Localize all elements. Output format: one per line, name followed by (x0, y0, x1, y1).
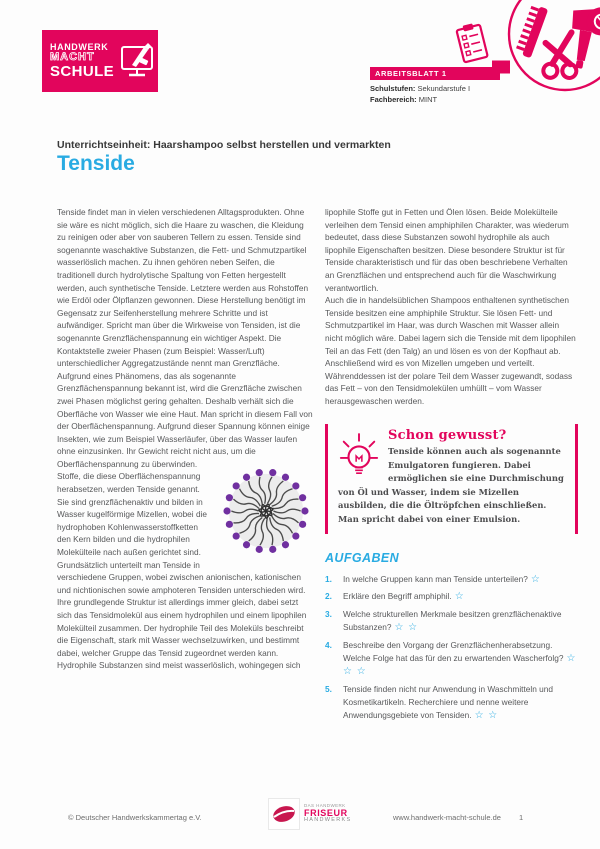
arbeitsblatt-banner: ARBEITSBLATT 1 (370, 67, 500, 80)
paragraph: Auch die in handelsüblichen Shampoos enthaltenen synthetischen Tenside besitzen eine amphiphile Struktur. Sie lösen Fett- und Schmutzpartikel im Haar, was durch Waschen mit Wasser allein nicht möglich wäre. Dabei lagern sich die Tenside mit dem lipophilen Teil an das Fett (den Talg) an und lösen es von der Kopfhaut ab. Anschließend wird es von Mizellen umgeben und verteilt. Währenddessen ist der polare Teil dem Wasser zugewandt, sodass das Fett – von den Tensidmolekülen umhüllt – vom Wasser herausgewaschen werden. (325, 295, 576, 406)
logo-line-handwerk: HANDWERK (50, 42, 109, 53)
friseur-logo-mark (268, 798, 300, 830)
task-list (325, 573, 578, 723)
task-item-4 (325, 639, 578, 679)
school-levels-value: Sekundarstufe I (417, 84, 471, 93)
page-title: Tenside (57, 152, 135, 175)
lips-swoosh-icon (271, 801, 297, 827)
difficulty-stars: ☆ ☆ (394, 622, 419, 634)
task-number: 4. (325, 639, 332, 650)
hairdresser-tools-badge (492, 0, 600, 106)
task-item-3 (325, 608, 578, 635)
subject-area (370, 94, 470, 105)
task-item-1 (325, 573, 578, 587)
task-text: In welche Gruppen kann man Tenside unterteilen? ☆ (343, 573, 541, 585)
task-text: Erkläre den Begriff amphiphil. ☆ (343, 591, 465, 603)
logo-main-line: FRISEUR (304, 807, 348, 818)
difficulty-stars: ☆ (530, 573, 541, 585)
logo-wordmark (50, 43, 114, 79)
paragraph: Stoffe, die diese Oberflächenspannung herabsetzen, werden Tenside genannt. Sie sind grenzflächenaktiv und bilden in Wasser kugelförmige Mizellen, wobei die hydrophoben Kohlenwasserstoffketten den Kern bilden und die hydrophilen Molekülteile nach außen gerichtet sind. (57, 471, 208, 558)
logo-bottom-line: HANDWERKS (304, 817, 352, 824)
school-levels-label: Schulstufen: (370, 84, 416, 93)
paragraph: lipophile Stoffe gut in Fetten und Ölen lösen. Beide Molekülteile verleihen dem Tensid einen amphiphilen Charakter, was wiederum bedeutet, dass diese Substanzen sowohl hydrophile als auch lipophile Eigenschaften besitzen. Diese besondere Struktur ist für Tenside charakteristisch und für das oben beschriebene Verhalten an Grenzflächen und entsprechend auch für die Waschwirkung verantwortlich. (325, 207, 569, 293)
micelle-illustration (219, 464, 313, 558)
task-number: 5. (325, 684, 332, 695)
paragraph-with-figure (57, 470, 313, 558)
tasks-heading: AUFGABEN (325, 551, 400, 566)
worksheet-meta (370, 83, 470, 105)
paragraph: Tenside findet man in vielen verschiedenen Alltagsprodukten. Ohne sie wäre es nicht möglich, sich die Haare zu waschen, die Kleidung zu reinigen oder aber von sauberen Tellern zu essen. Tenside sind sogenannte waschaktive Substanzen, die Fett- und Schmutzpartikel wasserlöslich machen. Zu ihnen gehören neben Seifen, die traditionell durch hydrolytische Spaltung von Fetten hergestellt werden, auch synthetische Tenside. Letztere werden aus Rohstoffen wie Erdöl oder Ölpflanzen gewonnen. Diese Herstellung benötigt im Gegensatz zur Seifenherstellung mehrere Schritte und ist aufwändiger. Spricht man über die Wirkweise von Tensiden, ist die sogenannte Grenzflächenspannung ein wichtiger Aspekt. Die Kontaktstelle zweier Phasen (zum Beispiel: Wasser/Luft) unterschiedlicher Aggregatzustände nennt man Grenzfläche. Aufgrund eines Phänomens, das als sogenannte Grenzflächenspannung bekannt ist, wird die Grenzfläche zwischen zwei Phasen möglichst gering gehalten. Deshalb verhält sich die Oberfläche von Wasser wie eine Haut. Man spricht in diesem Fall von der Oberflächenspannung. Aufgrund dieser Spannung können einige Insekten, wie zum Beispiel Wasserläufer, über das Wasser laufen ohne einzusinken. Ihr Gewicht reicht nicht aus, um die Oberflächenspannung zu überwinden. (57, 207, 313, 469)
logo-line-schule: SCHULE (50, 62, 115, 80)
friseur-logo-text (304, 804, 351, 824)
difficulty-stars: ☆ ☆ (474, 709, 499, 721)
task-text: Beschreibe den Vorgang der Grenzflächenherabsetzung. Welche Folge hat das für den zu erwartenden Wascherfolg? ☆ ☆ ☆ (343, 639, 577, 678)
task-number: 1. (325, 573, 332, 584)
difficulty-stars: ☆ (454, 591, 465, 603)
subject-value: MINT (418, 95, 438, 104)
difficulty-stars: ☆ ☆ ☆ (343, 652, 577, 678)
school-levels (370, 83, 470, 94)
task-item-2 (325, 590, 578, 604)
paragraph: Grundsätzlich unterteilt man Tenside in verschiedene Gruppen, wobei zwischen anionischen, kationischen und nichtionischen sowie amphoteren Tensiden unterschieden wird. Ihre grundlegende Struktur ist allerdings immer gleich, dabei setzt sich das Tensidmolekül aus einem hydrophilen und einem lipophilen Molekülteil zusammen. Der hydrophile Teil des Moleküls beschreibt die Eigenschaft, stark mit Wasser wechselzuwirken, und bestimmt dabei, welcher Gruppe das Tensid zugeordnet werden kann. Hydrophile Substanzen sind meist wasserlöslich, wohingegen sich (57, 559, 307, 671)
comb-icon (515, 4, 549, 59)
task-text: Welche strukturellen Merkmale besitzen grenzflächenaktive Substanzen? ☆ ☆ (343, 609, 562, 634)
clipboard-icon (450, 19, 493, 68)
handwerk-macht-schule-logo (42, 30, 158, 92)
logo-top-line: DAS HANDWERK (304, 803, 346, 809)
infobox-text: Tenside können auch als sogenannte Emulgatoren fungieren. Dabei ermöglichen sie eine Durchmischung von Öl und Wasser, indem sie Mizellen ausbilden, die die Öltröpfchen einschließen. Man spricht dabei von einer Emulsion. (338, 446, 564, 524)
article-right-column (325, 206, 578, 723)
copyright-text: © Deutscher Handwerkskammertag e.V. (68, 813, 202, 822)
subject-label: Fachbereich: (370, 95, 417, 104)
page-number: 1 (519, 813, 524, 822)
monitor-pencil-icon (120, 41, 156, 81)
logo-line-macht: MACHT (50, 51, 95, 64)
task-number: 3. (325, 609, 332, 620)
task-item-5 (325, 683, 578, 722)
friseur-handwerk-logo (268, 798, 351, 830)
article-left-column (57, 206, 313, 672)
task-text: Tenside finden nicht nur Anwendung in Waschmitteln und Kosmetikartikeln. Recherchiere und nenne weitere Anwendungsgebiete von Tensiden. ☆ ☆ (343, 684, 554, 721)
unit-kicker: Unterrichtseinheit: Haarshampoo selbst herstellen und vermarkten (57, 139, 391, 151)
infobox-heading: Schon gewusst? (388, 427, 507, 443)
task-number: 2. (325, 591, 332, 602)
schon-gewusst-infobox (325, 424, 578, 535)
lightbulb-icon (338, 432, 380, 480)
website-link[interactable]: www.handwerk-macht-schule.de (393, 813, 501, 822)
